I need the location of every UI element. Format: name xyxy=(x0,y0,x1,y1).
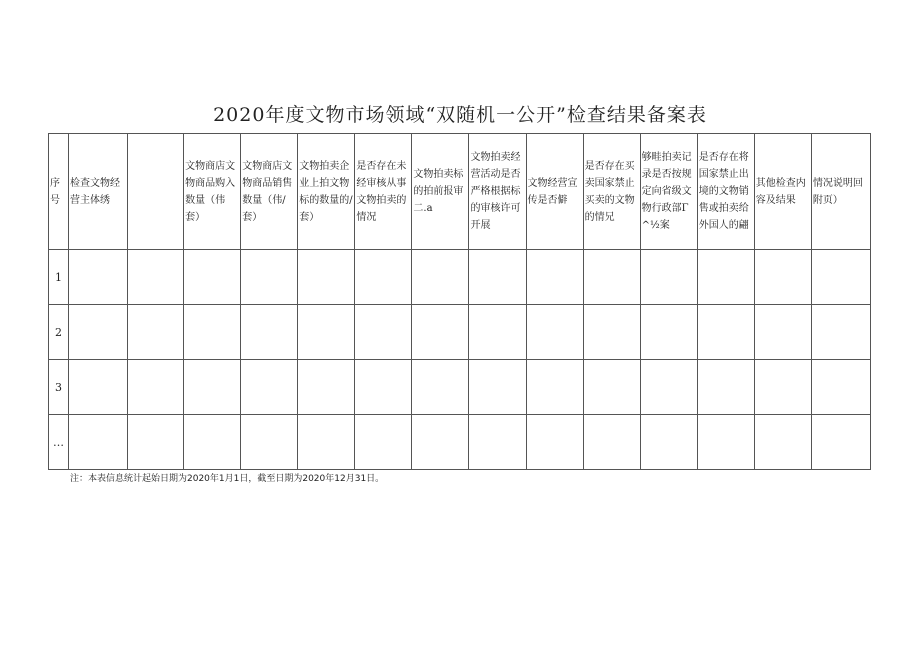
row-index: 3 xyxy=(49,360,69,415)
table-cell xyxy=(811,360,870,415)
header-cell: 文物拍卖标的拍前报审二.a xyxy=(412,134,469,250)
table-cell xyxy=(697,250,754,305)
table-cell xyxy=(412,250,469,305)
table-cell xyxy=(184,305,241,360)
header-cell: 序号 xyxy=(49,134,69,250)
table-cell xyxy=(412,415,469,470)
table-row xyxy=(49,305,871,360)
header-cell: 是否存在买卖国家禁止买卖的文物的情兄 xyxy=(583,134,640,250)
row-index: 2 xyxy=(49,305,69,360)
table-cell xyxy=(298,250,355,305)
table-row xyxy=(49,415,871,470)
header-cell: 检查文物经营主体绣 xyxy=(69,134,128,250)
table-cell xyxy=(298,305,355,360)
table-cell xyxy=(583,250,640,305)
table-cell xyxy=(583,415,640,470)
table-cell xyxy=(811,415,870,470)
table-cell xyxy=(469,360,526,415)
table-cell xyxy=(128,415,184,470)
table-cell xyxy=(69,415,128,470)
table-cell xyxy=(754,305,811,360)
table-cell xyxy=(526,250,583,305)
header-cell: 够畦拍卖记录是否按规定向省级文物行政部Γ^½案 xyxy=(640,134,697,250)
table-cell xyxy=(355,305,412,360)
table-row xyxy=(49,250,871,305)
table-cell xyxy=(583,360,640,415)
record-table xyxy=(48,133,871,470)
footnote: 注：本表信息统计起始日期为2020年1月1日，截至日期为2020年12月31日。 xyxy=(70,474,385,484)
row-index: … xyxy=(49,415,69,470)
table-cell xyxy=(241,360,298,415)
table-cell xyxy=(754,250,811,305)
table-cell xyxy=(128,250,184,305)
table-cell xyxy=(811,250,870,305)
table-cell xyxy=(754,415,811,470)
table-cell xyxy=(298,415,355,470)
table-cell xyxy=(128,305,184,360)
table-cell xyxy=(640,360,697,415)
table-cell xyxy=(69,360,128,415)
table-cell xyxy=(355,360,412,415)
table-cell xyxy=(640,305,697,360)
table-cell xyxy=(128,360,184,415)
table-cell xyxy=(184,250,241,305)
header-cell: 情况说明回附页） xyxy=(811,134,870,250)
table-cell xyxy=(754,360,811,415)
header-cell: 文物商店文物商品购入数量（伟套） xyxy=(184,134,241,250)
header-cell: 是否存在未经审核从事文物拍卖的情况 xyxy=(355,134,412,250)
table-cell xyxy=(69,250,128,305)
document-title: 2020年度文物市场领域“双随机一公开”检查结果备案表 xyxy=(213,104,707,126)
table-cell xyxy=(469,250,526,305)
table-cell xyxy=(526,415,583,470)
table-cell xyxy=(355,250,412,305)
table-cell xyxy=(184,415,241,470)
table-cell xyxy=(640,415,697,470)
table-cell xyxy=(184,360,241,415)
header-cell: 其他检查内容及结果 xyxy=(754,134,811,250)
header-cell: 文物商店文物商品销售数量（伟/套） xyxy=(241,134,298,250)
table-cell xyxy=(355,415,412,470)
table-cell xyxy=(697,415,754,470)
table-cell xyxy=(697,305,754,360)
table-cell xyxy=(412,360,469,415)
table-cell xyxy=(526,305,583,360)
table-cell xyxy=(298,360,355,415)
table-cell xyxy=(241,250,298,305)
header-cell: 文物拍卖经营活动是否严格根据标的审核许可开展 xyxy=(469,134,526,250)
table-cell xyxy=(69,305,128,360)
header-row xyxy=(49,134,871,250)
table-cell xyxy=(640,250,697,305)
table-cell xyxy=(241,305,298,360)
header-cell: 文物拍卖企业上拍文物标的数量的/套） xyxy=(298,134,355,250)
table-cell xyxy=(697,360,754,415)
table-cell xyxy=(469,415,526,470)
table-cell xyxy=(412,305,469,360)
header-cell xyxy=(128,134,184,250)
table-cell xyxy=(526,360,583,415)
table-cell xyxy=(583,305,640,360)
table-cell xyxy=(811,305,870,360)
header-cell: 文物经营宣传是否僻 xyxy=(526,134,583,250)
row-index: 1 xyxy=(49,250,69,305)
table-row xyxy=(49,360,871,415)
table-cell xyxy=(469,305,526,360)
table-cell xyxy=(241,415,298,470)
header-cell: 是否存在将国家禁止出境的文物销售或拍卖给外国人的翩 xyxy=(697,134,754,250)
